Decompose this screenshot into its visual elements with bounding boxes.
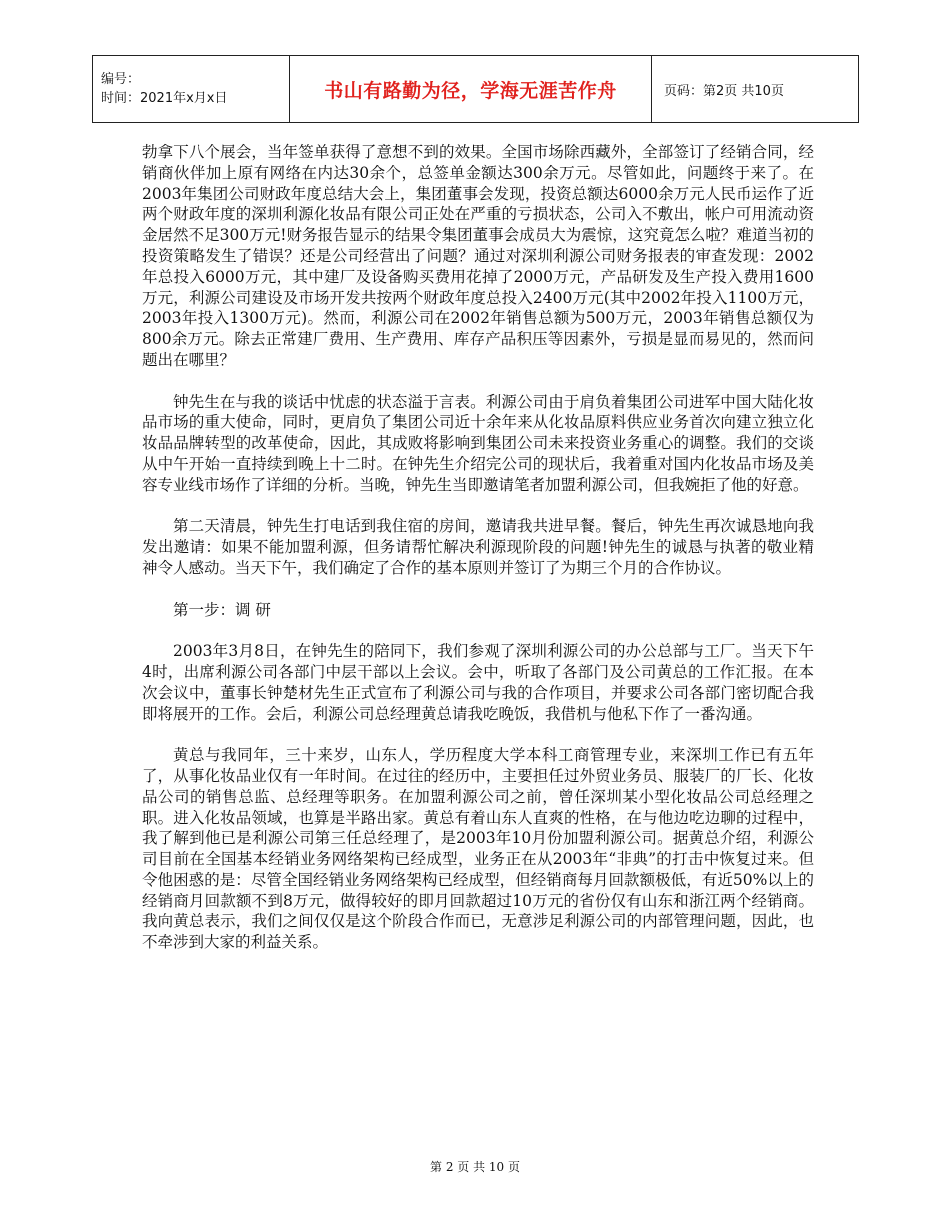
motto: 书山有路勤为径，学海无涯苦作舟 [324, 79, 617, 102]
paragraph-5: 黄总与我同年，三十来岁，山东人，学历程度大学本科工商管理专业，来深圳工作已有五年了，从事化妆品业仅有一年时间。在过往的经历中，主要担任过外贸业务员、服装厂的厂长、化妆品公司的销售总监、总经理等职务。在加盟利源公司之前，曾任深圳某小型化妆品公司总经理之职。进入化妆品领域，也算是半路出家。黄总有着山东人直爽的性格，在与他边吃边聊的过程中，我了解到他已是利源公司第三任总经理了，是2003年10月份加盟利源公司。据黄总介绍，利源公司目前在全国基本经销业务网络架构已经成型，业务正在从2003年“非典”的打击中恢复过来。但令他困惑的是：尽管全国经销业务网络架构已经成型，但经销商每月回款额极低，有近50%以上的经销商月回款额不到8万元，做得较好的即月回款超过10万元的省份仅有山东和浙江两个经销商。我向黄总表示，我们之间仅仅是这个阶段合作而已，无意涉足利源公司的内部管理问题，因此，也不牵涉到大家的利益关系。 [142, 746, 814, 952]
time-label: 时间：2021年x月x日 [101, 91, 228, 106]
header-page-cell [652, 56, 858, 122]
header-meta [93, 56, 290, 122]
section-heading: 第一步：调 研 [173, 600, 271, 619]
page-info: 页码：第2页 共10页 [664, 83, 784, 99]
number-label: 编号： [101, 72, 141, 87]
paragraph-4: 2003年3月8日，在钟先生的陪同下，我们参观了深圳利源公司的办公总部与工厂。当天下午4时，出席利源公司各部门中层干部以上会议。会中，听取了各部门及公司黄总的工作汇报。在本次会议中，董事长钟楚材先生正式宣布了利源公司与我的合作项目，并要求公司各部门密切配合我即将展开的工作。会后，利源公司总经理黄总请我吃晚饭，我借机与他私下作了一番沟通。 [142, 642, 814, 723]
document-body [142, 142, 814, 974]
page-footer: 第 2 页 共 10 页 [430, 1160, 520, 1174]
paragraph-2: 钟先生在与我的谈话中忧虑的状态溢于言表。利源公司由于肩负着集团公司进军中国大陆化妆品市场的重大使命，同时，更肩负了集团公司近十余年来从化妆品原料供应业务首次向建立独立化妆品品牌转型的改革使命，因此，其成败将影响到集团公司未来投资业务重心的调整。我们的交谈从中午开始一直持续到晚上十二时。在钟先生介绍完公司的现状后，我着重对国内化妆品市场及美容专业线市场作了详细的分析。当晚，钟先生当即邀请笔者加盟利源公司，但我婉拒了他的好意。 [142, 392, 814, 494]
paragraph-1: 勃拿下八个展会，当年签单获得了意想不到的效果。全国市场除西藏外，全部签订了经销合同，经销商伙伴加上原有网络在内达30余个，总签单金额达300余万元。尽管如此，问题终于来了。在2003年集团公司财政年度总结大会上，集团董事会发现，投资总额达6000余万元人民币运作了近两个财政年度的深圳利源化妆品有限公司正处在严重的亏损状态，公司入不敷出，帐户可用流动资金居然不足300万元!财务报告显示的结果令集团董事会成员大为震惊，这究竟怎么啦？难道当初的投资策略发生了错误？还是公司经营出了问题？通过对深圳利源公司财务报表的审查发现：2002年总投入6000万元，其中建厂及设备购买费用花掉了2000万元，产品研发及生产投入费用1600万元，利源公司建设及市场开发共按两个财政年度总投入2400万元(其中2002年投入1100万元，2003年投入1300万元)。然而，利源公司在2002年销售总额为500万元，2003年销售总额仅为800余万元。除去正常建厂费用、生产费用、库存产品积压等因素外，亏损是显而易见的，然而问题出在哪里？ [142, 143, 814, 369]
header-motto-cell [290, 56, 652, 122]
page-header [92, 55, 859, 123]
paragraph-3: 第二天清晨，钟先生打电话到我住宿的房间，邀请我共进早餐。餐后，钟先生再次诚恳地向我发出邀请：如果不能加盟利源，但务请帮忙解决利源现阶段的问题!钟先生的诚恳与执著的敬业精神令人感动。当天下午，我们确定了合作的基本原则并签订了为期三个月的合作协议。 [142, 517, 814, 577]
